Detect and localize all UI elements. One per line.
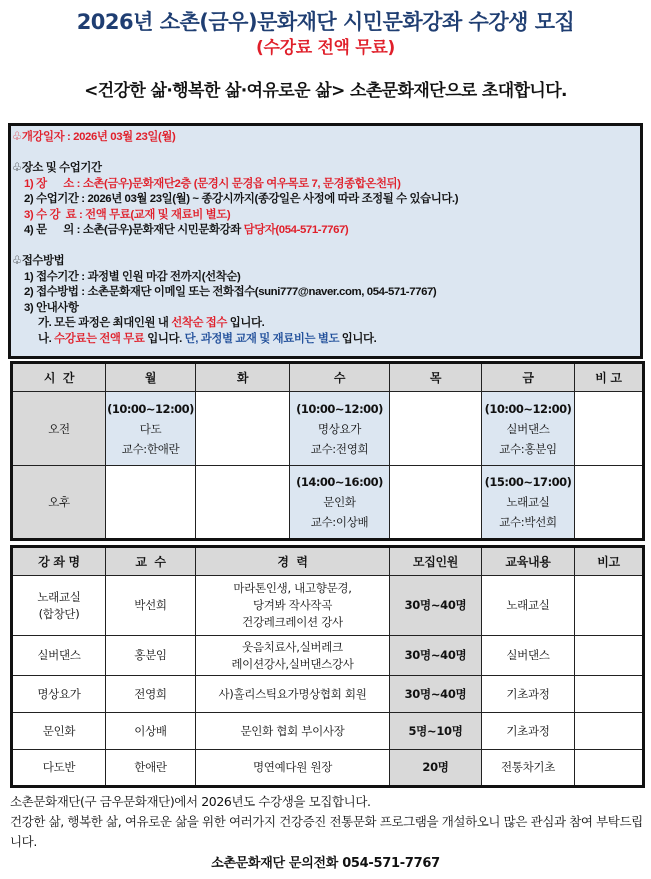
col-header-remarks: 비고 — [575, 547, 644, 576]
col-header-time: 시 간 — [12, 363, 106, 392]
course-content: 기초과정 — [482, 676, 575, 713]
course-details-table — [10, 545, 645, 788]
col-header-mon: 월 — [106, 363, 196, 392]
contact-phone: 소촌문화재단 문의전화 054-571-7767 — [211, 856, 440, 871]
club-bullet-icon: ♧ — [12, 131, 22, 143]
notice-a: 가. 모든 과정은 최대인원 내 선착순 접수 입니다. — [38, 317, 265, 329]
footer-line-1: 소촌문화재단(구 금우문화재단)에서 2026년도 수강생을 모집합니다. — [10, 794, 371, 809]
apply-section-heading: ♧접수방법 — [12, 255, 65, 267]
col-header-course-name: 강 좌 명 — [12, 547, 106, 576]
schedule-row-afternoon — [12, 466, 644, 540]
course-quota: 30명~40명 — [390, 676, 482, 713]
footer-text — [10, 792, 646, 852]
course-row — [12, 750, 644, 787]
course-remarks — [575, 576, 644, 636]
empty-thu-morning — [390, 392, 482, 466]
schedule-row-morning — [12, 392, 644, 466]
course-career: 명연예다원 원장 — [196, 750, 390, 787]
empty-thu-afternoon — [390, 466, 482, 540]
club-bullet-icon: ♧ — [12, 255, 22, 267]
course-content: 실버댄스 — [482, 636, 575, 676]
course-professor: 이상배 — [106, 713, 196, 750]
course-remarks — [575, 676, 644, 713]
page-title: 2026년 소촌(금우)문화재단 시민문화강좌 수강생 모집 — [76, 10, 575, 34]
footer-line-2: 건강한 삶, 행복한 삶, 여유로운 삶을 위한 여러가지 건강증진 전통문화 프로그램을 개설하오니 많은 관심과 참여 부탁드립니다. — [10, 814, 643, 849]
col-header-note: 비 고 — [575, 363, 644, 392]
course-row — [12, 676, 644, 713]
note-afternoon — [575, 466, 644, 540]
notice-b: 나. 수강료는 전액 무료 입니다. 단, 과정별 교재 및 재료비는 별도 입니다. — [38, 332, 377, 345]
place-item-location: 1) 장 소 : 소촌(금우)문화재단2층 (문경시 문경읍 여우목로 7, 문경종합온천뒤) — [24, 177, 401, 190]
apply-item-method: 2) 접수방법 : 소촌문화재단 이메일 또는 전화접수(suni777@naver.com, 054-571-7767) — [24, 286, 437, 298]
empty-tue-afternoon — [196, 466, 290, 540]
col-header-career: 경 력 — [196, 547, 390, 576]
course-row — [12, 713, 644, 750]
lesson-mon-morning: (10:00~12:00) 다도 교수:한애란 — [106, 392, 196, 466]
course-professor: 전영희 — [106, 676, 196, 713]
course-quota: 5명~10명 — [390, 713, 482, 750]
course-quota: 30명~40명 — [390, 576, 482, 636]
col-header-thu: 목 — [390, 363, 482, 392]
course-name: 다도반 — [12, 750, 106, 787]
place-item-fee: 3) 수 강 료 : 전액 무료(교재 및 재료비 별도) — [24, 208, 231, 221]
course-header-row — [12, 547, 644, 576]
course-content: 전통차기초 — [482, 750, 575, 787]
course-career: 웃음치료사,실버레크 레이션강사,실버댄스강사 — [196, 636, 390, 676]
place-section-heading: ♧장소 및 수업기간 — [12, 162, 102, 174]
course-row — [12, 576, 644, 636]
info-panel — [8, 123, 643, 359]
place-item-period: 2) 수업기간 : 2026년 03월 23일(월) ~ 종강시까지(종강일은 사정에 따라 조정될 수 있습니다.) — [24, 193, 459, 205]
schedule-header-row — [12, 363, 644, 392]
invitation-text: <건강한 삶·행복한 삶·여유로운 삶> 소촌문화재단으로 초대합니다. — [84, 81, 567, 101]
col-header-quota: 모집인원 — [390, 547, 482, 576]
course-name: 실버댄스 — [12, 636, 106, 676]
course-name: 명상요가 — [12, 676, 106, 713]
opening-date: ♧개강일자 : 2026년 03월 23일(월) — [12, 131, 176, 143]
course-content: 노래교실 — [482, 576, 575, 636]
time-slot-afternoon: 오후 — [12, 466, 106, 540]
col-header-professor: 교 수 — [106, 547, 196, 576]
lesson-fri-morning: (10:00~12:00) 실버댄스 교수:홍분임 — [482, 392, 575, 466]
course-remarks — [575, 750, 644, 787]
apply-item-notice: 3) 안내사항 — [24, 301, 79, 314]
empty-mon-afternoon — [106, 466, 196, 540]
inquiry-contact: 담당자(054-571-7767) — [243, 224, 349, 236]
col-header-content: 교육내용 — [482, 547, 575, 576]
course-quota: 30명~40명 — [390, 636, 482, 676]
course-professor: 박선희 — [106, 576, 196, 636]
lesson-wed-morning: (10:00~12:00) 명상요가 교수:전영희 — [290, 392, 390, 466]
course-quota: 20명 — [390, 750, 482, 787]
course-career: 문인화 협회 부이사장 — [196, 713, 390, 750]
place-item-inquiry: 4) 문 의 : 소촌(금우)문화재단 시민문화강좌 담당자(054-571-7767) — [24, 224, 349, 236]
course-career: 마라톤인생, 내고향문경, 당겨봐 작사작곡 건강레크레이션 강사 — [196, 576, 390, 636]
course-row — [12, 636, 644, 676]
col-header-fri: 금 — [482, 363, 575, 392]
lesson-wed-afternoon: (14:00~16:00) 문인화 교수:이상배 — [290, 466, 390, 540]
lesson-fri-afternoon: (15:00~17:00) 노래교실 교수:박선희 — [482, 466, 575, 540]
weekly-schedule-table — [10, 361, 645, 541]
course-name: 문인화 — [12, 713, 106, 750]
course-career: 사)홀리스틱요가명상협회 회원 — [196, 676, 390, 713]
course-professor: 한애란 — [106, 750, 196, 787]
apply-item-period: 1) 접수기간 : 과정별 인원 마감 전까지(선착순) — [24, 270, 241, 283]
course-name: 노래교실 (합창단) — [12, 576, 106, 636]
note-morning — [575, 392, 644, 466]
course-remarks — [575, 713, 644, 750]
col-header-wed: 수 — [290, 363, 390, 392]
page-subtitle: (수강료 전액 무료) — [255, 38, 396, 58]
course-content: 기초과정 — [482, 713, 575, 750]
time-slot-morning: 오전 — [12, 392, 106, 466]
course-remarks — [575, 636, 644, 676]
course-professor: 홍분임 — [106, 636, 196, 676]
empty-tue-morning — [196, 392, 290, 466]
club-bullet-icon: ♧ — [12, 162, 22, 174]
col-header-tue: 화 — [196, 363, 290, 392]
